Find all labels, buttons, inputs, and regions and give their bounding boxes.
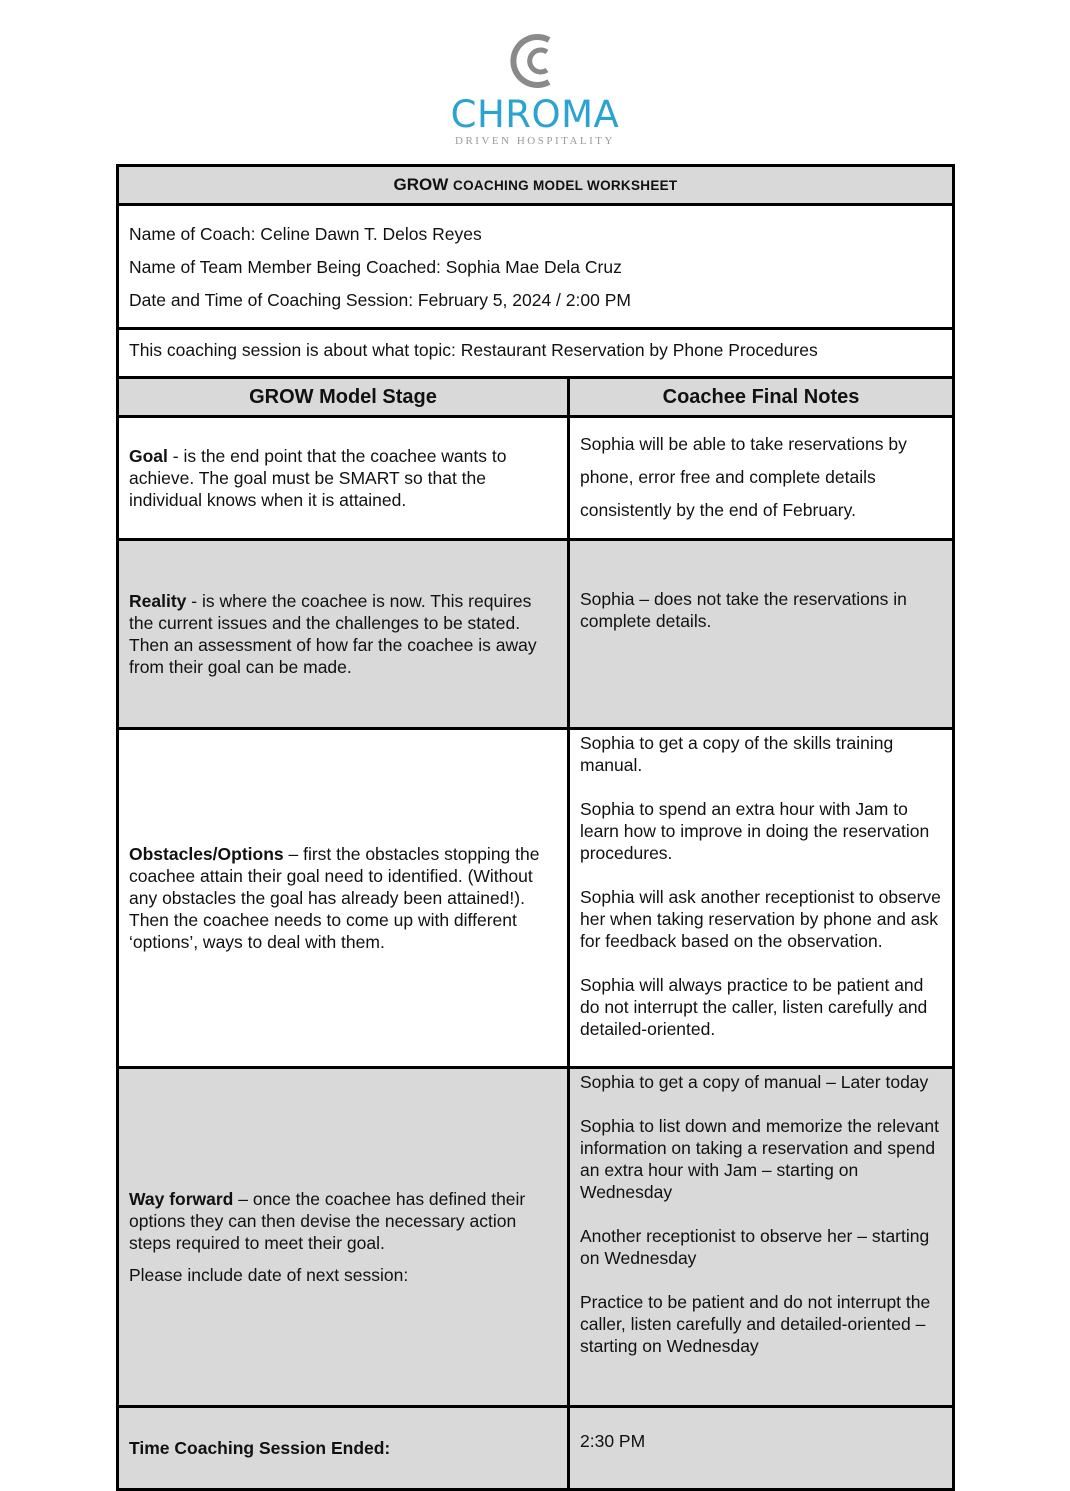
goal-desc: - is the end point that the coachee wants to achieve. The goal must be SMART so that the individual knows when it is attained. — [129, 446, 507, 510]
obstacles-term: Obstacles/Options — [129, 844, 284, 864]
coach-name: Name of Coach: Celine Dawn T. Delos Reyes — [129, 224, 482, 244]
obstacles-note: Sophia will always practice to be patient and do not interrupt the caller, listen carefully and detailed-oriented. — [580, 975, 928, 1039]
obstacles-notes — [569, 729, 954, 1068]
row-obstacles — [118, 729, 954, 1068]
session-ended-label-text: Time Coaching Session Ended: — [129, 1438, 391, 1458]
goal-stage — [118, 417, 569, 540]
goal-term: Goal — [129, 446, 168, 466]
column-header-stage: GROW Model Stage — [118, 378, 569, 417]
row-reality — [118, 540, 954, 729]
logo-wordmark: CHROMA — [450, 93, 620, 136]
way-forward-desc: – once the coachee has defined their options they can then devise the necessary action steps required to meet their goal. — [129, 1189, 526, 1253]
row-way-forward — [118, 1068, 954, 1407]
goal-notes: Sophia will be able to take reservations by phone, error free and complete details consistently by the end of February. — [569, 417, 954, 540]
row-goal — [118, 417, 954, 540]
way-forward-note: Practice to be patient and do not interrupt the caller, listen carefully and detailed-oriented – starting on Wednesday — [580, 1292, 931, 1356]
way-forward-note: Sophia to list down and memorize the relevant information on taking a reservation and spend an extra hour with Jam – starting on Wednesday — [580, 1116, 939, 1202]
next-session-label: Please include date of next session: — [129, 1265, 409, 1285]
way-forward-notes — [569, 1068, 954, 1407]
reality-term: Reality — [129, 591, 187, 611]
obstacles-note: Sophia to get a copy of the skills training manual. — [580, 733, 894, 775]
company-logo — [0, 30, 1070, 149]
session-datetime: Date and Time of Coaching Session: February 5, 2024 / 2:00 PM — [129, 290, 631, 310]
logo-tagline: DRIVEN HOSPITALITY — [455, 135, 615, 147]
reality-stage — [118, 540, 569, 729]
title-rest: COACHING MODEL WORKSHEET — [453, 178, 678, 193]
grow-worksheet-table — [116, 164, 955, 1491]
session-ended-label — [118, 1407, 569, 1490]
obstacles-stage — [118, 729, 569, 1068]
title-lead: GROW — [393, 175, 454, 194]
session-ended-time: 2:30 PM — [569, 1407, 954, 1490]
obstacles-desc: – first the obstacles stopping the coachee attain their goal need to identified. (Without any obstacles the goal has already been attained!). Then the coachee needs to come up with different ‘options’, ways to deal with them. — [129, 844, 540, 952]
worksheet-title — [118, 166, 954, 205]
session-info — [118, 205, 954, 329]
reality-notes: Sophia – does not take the reservations in complete details. — [569, 540, 954, 729]
obstacles-note: Sophia will ask another receptionist to observe her when taking reservation by phone and ask for feedback based on the observation. — [580, 887, 941, 951]
way-forward-term: Way forward — [129, 1189, 234, 1209]
chroma-logo-icon — [505, 30, 565, 92]
team-member-name: Name of Team Member Being Coached: Sophia Mae Dela Cruz — [129, 257, 622, 277]
way-forward-stage — [118, 1068, 569, 1407]
obstacles-note: Sophia to spend an extra hour with Jam to learn how to improve in doing the reservation procedures. — [580, 799, 930, 863]
way-forward-note: Sophia to get a copy of manual – Later today — [580, 1072, 929, 1092]
reality-desc: - is where the coachee is now. This requires the current issues and the challenges to be stated. Then an assessment of how far the coachee is away from their goal can be made. — [129, 591, 537, 677]
session-topic: This coaching session is about what topic: Restaurant Reservation by Phone Procedures — [118, 329, 954, 378]
column-header-notes: Coachee Final Notes — [569, 378, 954, 417]
row-session-ended — [118, 1407, 954, 1490]
way-forward-note: Another receptionist to observe her – starting on Wednesday — [580, 1226, 930, 1268]
